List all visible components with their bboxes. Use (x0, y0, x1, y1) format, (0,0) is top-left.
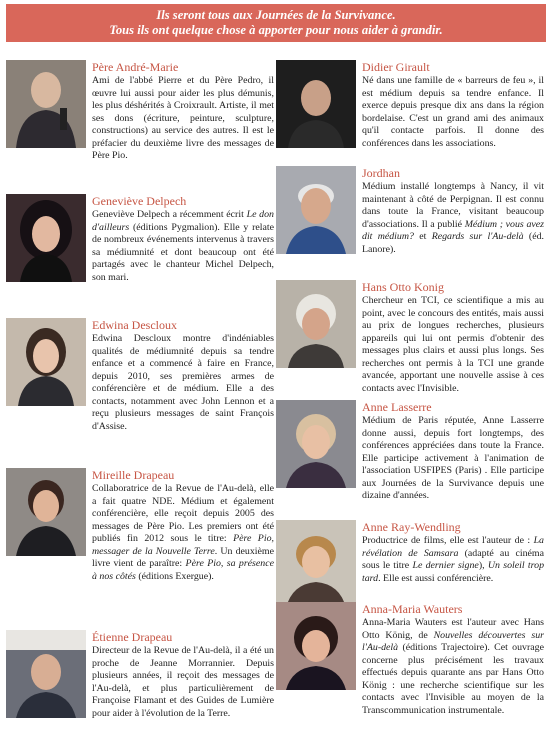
person-bio: Ami de l'abbé Pierre et du Père Pedro, il œuvre lui aussi pour aider les plus démunis, les plus déshérités à Croixrault. Artiste, il met ses dons (écriture, peinture, sculpture, constructions) au service des autres. Il est le préfacier du deuxième livre des messages de Père Pio. (92, 75, 274, 161)
person-bio: Directeur de la Revue de l'Au-delà, il a été un proche de Jeanne Morrannier. Depuis plusieurs années, il reçoit des messages de l'Au-delà, et plus particulièrement de Françoise Flamant et des Guides de Lumière pour aider à l'évolution de la Terre. (92, 645, 274, 719)
person-name: Père André-Marie (92, 60, 179, 74)
portrait-photo (6, 194, 86, 282)
book-title: Nouvelles découvertes sur l'Au-delà (362, 629, 544, 653)
book-title: Père Pio, messager de la Nouvelle Terre (92, 533, 274, 557)
person-bio: Productrice de films, elle est l'auteur de : La révélation de Samsara (adapté au cinéma sous le titre Le dernier signe), Un soleil trop tard. Elle est aussi conférencière. (362, 535, 545, 584)
person-name: Étienne Drapeau (92, 630, 173, 644)
person-name: Hans Otto Konig (362, 280, 444, 294)
person-bio: Collaboratrice de la Revue de l'Au-delà, elle a fait quatre NDE. Médium et également conférencière, elle reçoit depuis 2005 des messages de Père Pio. Les premiers ont été publiés fin 2012 sous le titre: Père Pio, messager de la Nouvelle Terre. Un deuxième livre vient de paraître: Père Pio, sa présence à nos côtés (éditions Exergue). (92, 483, 274, 582)
person-name: Anne Ray-Wendling (362, 520, 461, 534)
banner-line-2: Tous ils ont quelque chose à apporter pour nous aider à grandir. (109, 23, 443, 37)
book-title: La révélation de Samsara (362, 535, 544, 559)
person-name: Anna-Maria Wauters (362, 602, 463, 616)
person-name: Anne Lasserre (362, 400, 432, 414)
person-name: Didier Girault (362, 60, 430, 74)
person-name: Mireille Drapeau (92, 468, 175, 482)
person-name: Jordhan (362, 166, 400, 180)
portrait-photo (276, 602, 356, 690)
portrait-photo (276, 166, 356, 254)
person-bio: Médium de Paris réputée, Anne Lasserre donne aussi, depuis fort longtemps, des conférences appréciées dans toute la France. Elle participe activement à l'animation de l'association USFIPES (Paris) . Elle participe aux Journées de la Survivance depuis une dizaine d'années. (362, 415, 544, 501)
book-title: Regards sur l'Au-delà (431, 231, 524, 242)
portrait-photo (276, 400, 356, 488)
portrait-photo (276, 520, 356, 608)
book-title: Médium ; vous avez dit médium? (362, 218, 544, 242)
person-bio: Geneviève Delpech a récemment écrit Le don d'ailleurs (éditions Pygmalion). Elle y relate de nombreux événements intervenus à travers sa médiumnité et dont beaucoup ont été partagés avec le chanteur Michel Delpech, son mari. (92, 209, 274, 283)
header-banner (6, 4, 546, 42)
portrait-photo (6, 318, 86, 406)
book-title: Le don d'ailleurs (92, 209, 274, 233)
portrait-photo (6, 60, 86, 148)
portrait-photo (276, 60, 356, 148)
person-bio: Médium installé longtemps à Nancy, il vit maintenant à côté de Perpignan. Il est connu dans toute la France, visitant beaucoup d'associations. Il a publié Médium ; vous avez dit médium? et Regards sur l'Au-delà (éd. Lanore). (362, 181, 544, 255)
book-title: Père Pio, sa présence à nos côtés (92, 558, 274, 582)
person-bio: Né dans une famille de « barreurs de feu », il est médium depuis sa tendre enfance. Il exerce depuis presque dix ans dans la région bordelaise. C'est un grand ami des animaux qu'il contacte parfois. Il donne des conférences dans les associations. (362, 75, 544, 149)
person-bio: Edwina Descloux montre d'indéniables qualités de médiumnité depuis sa tendre enfance et a commencé à faire en France, depuis 2010, ses premières armes de conférencière et de médium. Elle a des contacts, notamment avec John Lennon et a reçu plusieurs messages de saint François d'Assise. (92, 333, 274, 432)
person-name: Geneviève Delpech (92, 194, 187, 208)
portrait-photo (276, 280, 356, 368)
person-bio: Anna-Maria Wauters est l'auteur avec Hans Otto König, de Nouvelles découvertes sur l'Au-delà (éditions Trajectoire). Cet ouvrage concerne plus précisément les travaux effectués depuis quarante ans par Hans Otto König : une recherche scientifique sur les contacts avec l'Invisible au moyen de la Transcommunication instrumentale. (362, 617, 544, 716)
person-name: Edwina Descloux (92, 318, 177, 332)
book-title: Un soleil trop tard (362, 560, 545, 584)
person-bio: Chercheur en TCI, ce scientifique a mis au point, avec le concours des entités, mais aussi au prix de longues recherches, plusieurs appareils qui lui ont permis d'obtenir des messages plus clairs et aussi plus longs. Ses recherches ont permis à la TCI une grande avancée, apportant une nouvelle assise à ces contacts avec l'Invisible. (362, 295, 544, 394)
banner-line-1: Ils seront tous aux Journées de la Survivance. (156, 8, 396, 22)
book-title: Le dernier signe (412, 560, 479, 571)
portrait-photo (6, 468, 86, 556)
portrait-photo (6, 630, 86, 718)
